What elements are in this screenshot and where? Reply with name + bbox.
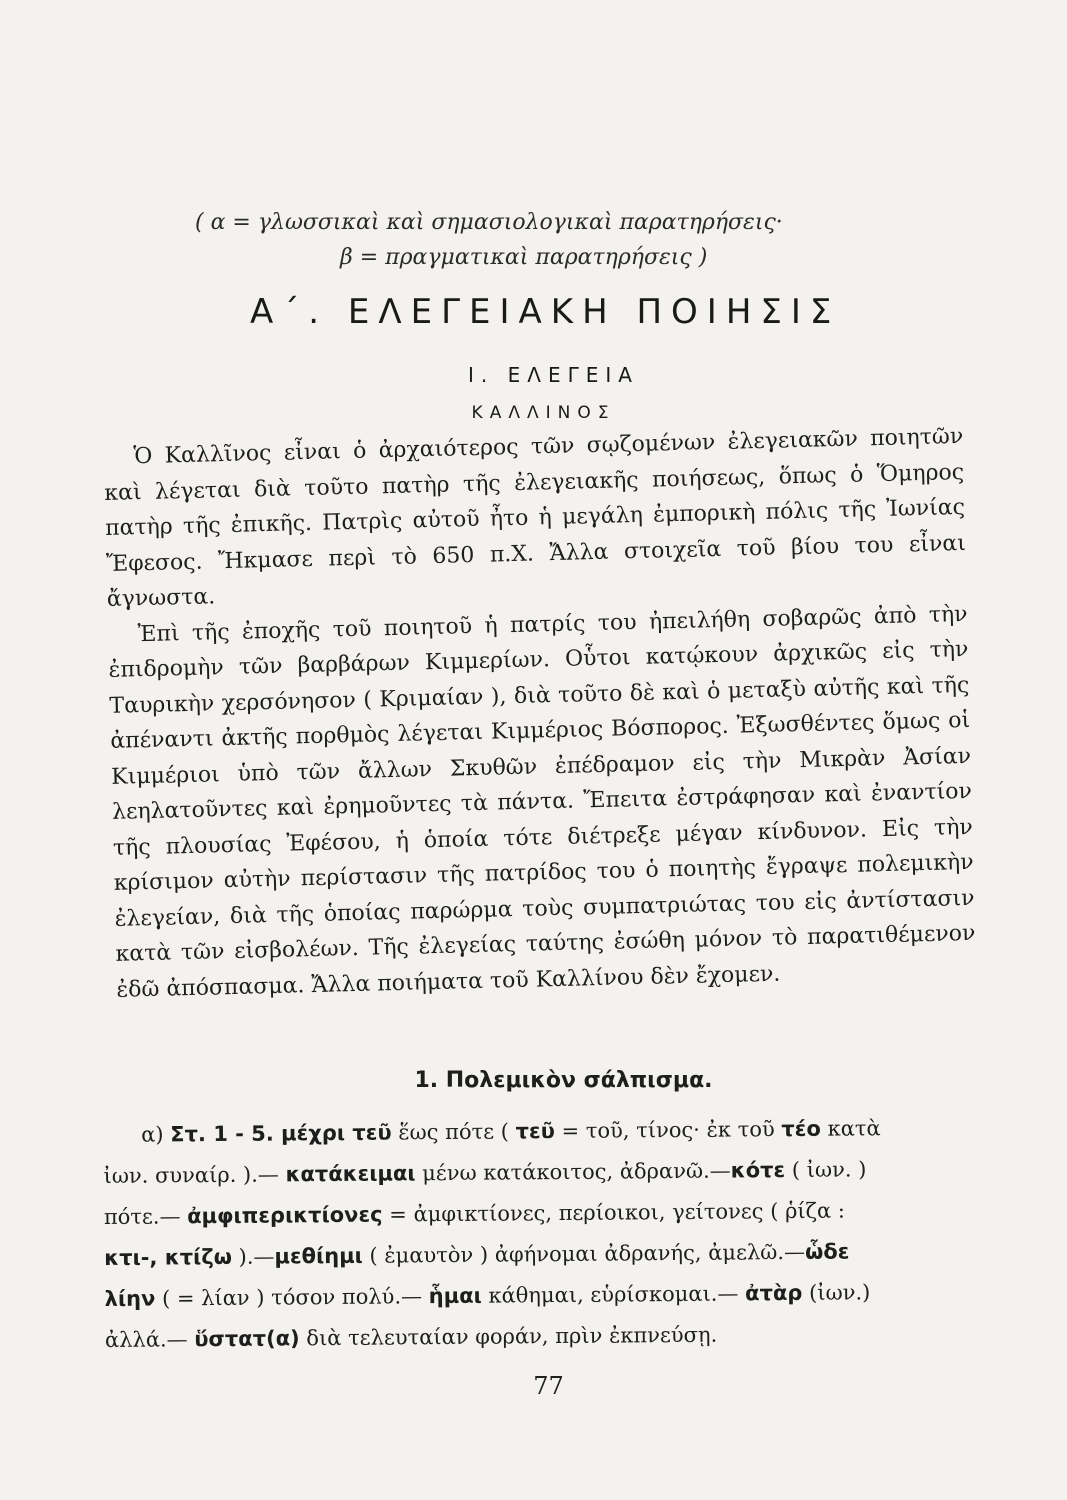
- poem-heading: 1. Πολεμικὸν σάλπισμα.: [414, 1068, 713, 1093]
- legend-note: [195, 205, 795, 275]
- legend-line-1: ( α = γλωσσικαὶ καὶ σημασιολογικαὶ παρατηρήσεις·: [195, 210, 783, 235]
- note-line: λίην ( = λίαν ) τόσον πολύ.— ἧμαι κάθημαι, εὑρίσκομαι.— ἀτὰρ (ἰων.): [104, 1280, 871, 1311]
- section-title: Ι. ΕΛΕΓΕΙΑ: [468, 363, 639, 387]
- note-line: πότε.— ἀμφιπερικτίονες = ἀμφικτίονες, περίοικοι, γείτονες ( ῥίζα :: [103, 1198, 846, 1229]
- note-line: κτι-, κτίζω ).—μεθίημι ( ἐμαυτὸν ) ἀφήνομαι ἀδρανής, ἀμελῶ.—ὧδε: [104, 1239, 850, 1270]
- legend-line-2: β = πραγματικαὶ παρατηρήσεις ): [340, 245, 708, 270]
- body-text: [103, 419, 977, 1008]
- author-title: ΚΑΛΛΙΝΟΣ: [471, 403, 616, 423]
- note-line: ἰων. συναίρ. ).— κατάκειμαι μένω κατάκοιτος, ἀδρανῶ.—κότε ( ἰων. ): [103, 1157, 867, 1188]
- note-line: ἀλλά.— ὕστατ(α) διὰ τελευταίαν φοράν, πρὶν ἐκπνεύσῃ.: [104, 1322, 718, 1352]
- chapter-title: Α΄. ΕΛΕΓΕΙΑΚΗ ΠΟΙΗΣΙΣ: [250, 292, 841, 332]
- paragraph-1: Ὁ Καλλῖνος εἶναι ὁ ἀρχαιότερος τῶν σῳζομένων ἐλεγειακῶν ποιητῶν καὶ λέγεται διὰ τοῦτο πατὴρ τῆς ἐλεγειακῆς ποιήσεως, ὅπως ὁ Ὅμηρος πατὴρ τῆς ἐπικῆς. Πατρὶς αὐτοῦ ἦτο ἡ μεγάλη ἐμπορικὴ πόλις τῆς Ἰωνίας Ἔφεσος. Ἤκμασε περὶ τὸ 650 π.Χ. Ἄλλα στοιχεῖα τοῦ βίου του εἶναι ἄγνωστα.: [103, 423, 967, 612]
- note-line: α) Στ. 1 - 5. μέχρι τεῦ ἕως πότε ( τεῦ = τοῦ, τίνος· ἐκ τοῦ τέο κατὰ: [141, 1116, 881, 1147]
- page-number: 77: [533, 1372, 564, 1400]
- commentary-notes: [103, 1108, 950, 1361]
- paragraph-2: Ἐπὶ τῆς ἐποχῆς τοῦ ποιητοῦ ἡ πατρίς του ἠπειλήθη σοβαρῶς ἀπὸ τὴν ἐπιδρομὴν τῶν βαρβάρων Κιμμερίων. Οὗτοι κατῴκουν ἀρχικῶς εἰς τὴν Ταυρικὴν χερσόνησον ( Κριμαίαν ), διὰ τοῦτο δὲ καὶ ὁ μεταξὺ αὐτῆς καὶ τῆς ἀπέναντι ἀκτῆς πορθμὸς λέγεται Κιμμέριος Βόσπορος. Ἐξωσθέντες ὅμως οἱ Κιμμέριοι ὑπὸ τῶν ἄλλων Σκυθῶν ἐπέδραμον εἰς τὴν Μικρὰν Ἀσίαν λεηλατοῦντες καὶ ἐρημοῦντες τὰ πάντα. Ἔπειτα ἐστράφησαν καὶ ἐναντίον τῆς πλουσίας Ἐφέσου, ἡ ὁποία τότε διέτρεξε μέγαν κίνδυνον. Εἰς τὴν κρίσιμον αὐτὴν περίστασιν τῆς πατρίδος του ὁ ποιητὴς ἔγραψε πολεμικὴν ἐλεγείαν, διὰ τῆς ὁποίας παρώρμα τοὺς συμπατριώτας του εἰς ἀντίστασιν κατὰ τῶν εἰσβολέων. Τῆς ἐλεγείας ταύτης ἐσώθη μόνον τὸ παρατιθέμενον ἐδῶ ἀπόσπασμα. Ἄλλα ποιήματα τοῦ Καλλίνου δὲν ἔχομεν.: [108, 601, 976, 1003]
